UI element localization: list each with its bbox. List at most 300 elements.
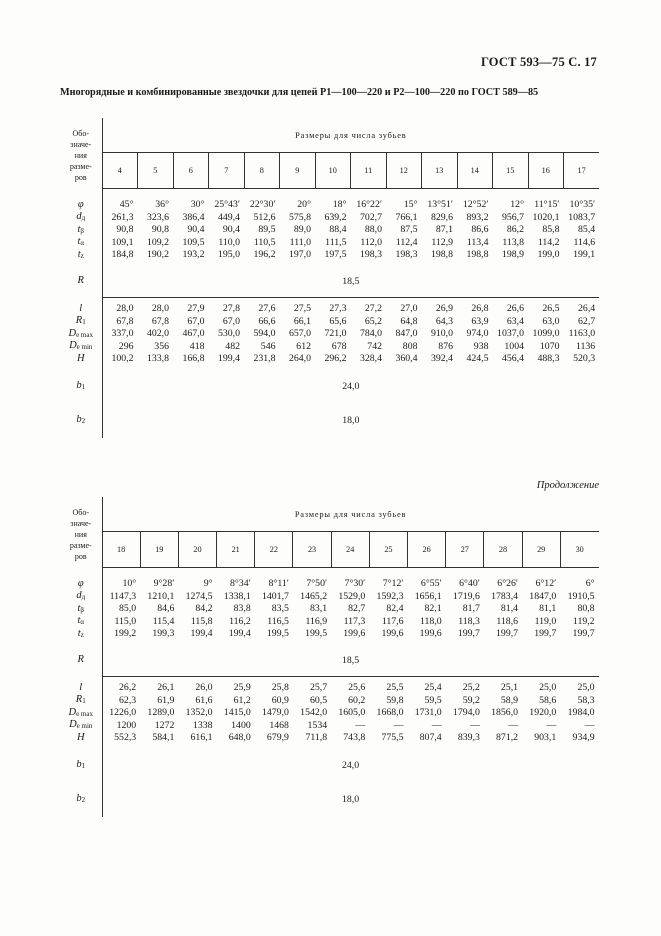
value-H: 552,3: [114, 732, 137, 743]
value-H: 456,4: [501, 353, 524, 364]
value-cell: [138, 298, 174, 370]
value-Demin: 1534: [307, 719, 328, 731]
value-R1: 62,7: [578, 315, 596, 327]
value-Demin: 876: [438, 340, 453, 352]
value-H: 360,4: [395, 353, 418, 364]
teeth-number: 6: [173, 153, 209, 189]
value-d: 575,8: [288, 211, 311, 223]
value-l: 27,2: [364, 303, 382, 314]
value-d: 1529,0: [338, 590, 366, 602]
teeth-number: 16: [528, 153, 564, 189]
value-Demax: 1794,0: [452, 707, 480, 718]
value-d: 1274,5: [185, 590, 213, 602]
row-label-Demax: $D_{e max}$: [68, 706, 93, 718]
value-ta: 116,2: [229, 615, 251, 627]
value-d: 1592,3: [376, 590, 404, 602]
row-label-H: H: [76, 352, 85, 364]
value-H: 711,8: [305, 732, 328, 743]
value-tb: 84,2: [195, 603, 213, 614]
value-d: 1910,5: [567, 590, 595, 602]
value-ta: 118,0: [420, 615, 442, 627]
teeth-number: 27: [446, 532, 484, 568]
value-Demin: 1400: [231, 719, 251, 731]
value-Demax: 1415,0: [223, 707, 251, 718]
value-phi: 9°: [203, 578, 213, 589]
value-d: 766,1: [395, 211, 418, 223]
value-d: 956,7: [501, 211, 524, 223]
header-label-line: разме-: [69, 541, 92, 550]
value-tb: 87,1: [435, 224, 453, 235]
value-R1: 66,6: [258, 315, 276, 327]
value-H: 392,4: [430, 353, 453, 364]
value-ta: 114,6: [573, 236, 596, 248]
sprocket-table-2: [60, 497, 599, 817]
value-d: 512,6: [253, 211, 276, 223]
row-label-tb: $t_\beta$: [77, 223, 84, 235]
value-cell: [244, 298, 280, 370]
value-phi: 7°12′: [382, 578, 404, 589]
value-cell: [102, 677, 140, 749]
teeth-number: 26: [408, 532, 446, 568]
value-cell: [522, 568, 560, 645]
value-R1: 67,0: [222, 315, 240, 327]
value-ta: 117,3: [343, 615, 366, 627]
value-cell: [178, 677, 216, 749]
value-cell: [493, 189, 529, 266]
value-l: 27,5: [293, 303, 311, 314]
value-H: 616,1: [190, 732, 213, 743]
value-tb: 89,0: [293, 224, 311, 235]
value-cell: [209, 189, 245, 266]
value-R1: 61,2: [233, 694, 251, 706]
row-label-cell: [60, 404, 102, 438]
row-label-l: l: [79, 681, 83, 693]
header-label: [60, 118, 102, 189]
value-d: 1147,3: [109, 590, 137, 602]
value-tb: 81,4: [500, 603, 519, 614]
value-H: 839,3: [457, 732, 480, 743]
value-Demin: 296: [118, 340, 134, 352]
teeth-number: 11: [351, 153, 387, 189]
value-b2: 18,0: [342, 415, 360, 426]
value-cell: [102, 298, 138, 370]
row-label-sub-b2: 2: [81, 416, 86, 425]
row-label-sub-ta: α: [80, 239, 85, 247]
value-Demax: 721,0: [324, 328, 347, 339]
row-labels-group: [60, 298, 102, 370]
value-R1: 61,9: [157, 694, 175, 706]
value-H: 584,1: [152, 732, 175, 743]
value-l: 28,0: [151, 303, 169, 314]
value-phi: 8°11′: [268, 578, 289, 589]
value-Demax: 1099,0: [532, 328, 560, 339]
value-tb: 90,8: [116, 224, 134, 235]
value-phi: 18°: [332, 199, 347, 210]
row-label-sub-Demin: e min: [76, 343, 93, 351]
row-label-R: R: [77, 654, 84, 666]
value-H: 133,8: [146, 353, 169, 364]
value-tz: 198,9: [501, 249, 524, 260]
value-Demax: 1856,0: [491, 707, 519, 718]
value-l: 25,8: [271, 682, 289, 693]
value-d: 1465,2: [300, 590, 328, 602]
row-label-b2: $b_2$: [76, 792, 86, 804]
teeth-number: 30: [575, 545, 584, 554]
value-ta: 109,5: [182, 236, 205, 248]
value-R1: 58,9: [500, 694, 519, 706]
header-label-line: значе-: [70, 519, 92, 528]
row-label-Demin: $D_{e min}$: [69, 719, 93, 730]
row-labels-group: [60, 568, 102, 645]
value-cell: [331, 568, 369, 645]
value-cell: [493, 298, 529, 370]
value-l: 25,9: [233, 682, 251, 693]
value-R1: 60,5: [309, 694, 328, 706]
value-phi: 45°: [119, 199, 134, 210]
value-cell: [255, 677, 293, 749]
value-d: 893,2: [466, 211, 489, 223]
value-cell: [369, 677, 407, 749]
value-l: 27,0: [400, 303, 418, 314]
header-label-line: ния: [74, 530, 87, 539]
value-Demin: —: [584, 719, 595, 731]
value-phi: 9°28′: [153, 578, 175, 589]
value-cell: [255, 568, 293, 645]
value-tz: 199,2: [114, 628, 137, 639]
teeth-number: 10: [315, 153, 351, 189]
value-R1: 66,1: [293, 315, 311, 327]
value-Demax: 402,0: [146, 328, 169, 339]
header-label-line: ров: [74, 173, 87, 182]
value-R1: 59,5: [424, 694, 442, 706]
value-l: 26,2: [119, 682, 137, 693]
value-phi: 7°30′: [344, 578, 366, 589]
value-cell: [244, 189, 280, 266]
row-label-cell: [60, 749, 102, 783]
value-R1: 59,2: [462, 694, 480, 706]
value-Demax: 847,0: [395, 328, 418, 339]
row-label-b1: $b_1$: [76, 379, 86, 391]
value-ta: 109,1: [111, 236, 134, 248]
value-R1: 64,8: [400, 315, 418, 327]
value-tz: 197,5: [324, 249, 347, 260]
value-Demin: —: [470, 719, 480, 731]
value-Demax: 1731,0: [414, 707, 442, 718]
row-label-sub-b2: 2: [81, 795, 86, 804]
value-H: 264,0: [288, 353, 311, 364]
row-label-sub-d: д: [81, 593, 86, 601]
value-d: 639,2: [324, 211, 347, 223]
value-l: 26,6: [506, 303, 524, 314]
teeth-number: 7: [209, 153, 245, 189]
value-cell: [386, 298, 422, 370]
value-Demin: 1272: [154, 719, 175, 731]
value-phi: 6°12′: [535, 578, 557, 589]
value-b2: 18,0: [341, 794, 360, 805]
value-R1: 67,8: [151, 315, 169, 327]
row-labels-group: [60, 189, 102, 266]
value-Demin: 418: [189, 340, 205, 352]
value-phi: 11°15′: [534, 199, 560, 210]
value-d: 261,3: [111, 211, 134, 223]
value-Demax: 910,0: [430, 328, 453, 339]
teeth-number: 14: [457, 153, 493, 189]
value-d: 1210,1: [147, 590, 175, 602]
value-R1: 67,0: [187, 315, 205, 327]
value-d: 829,6: [430, 211, 453, 223]
page-header: ГОСТ 593—75 С. 17: [480, 55, 597, 69]
value-l: 25,0: [539, 682, 557, 693]
row-label-sub-tb: β: [80, 226, 84, 235]
row-label-l: l: [79, 302, 83, 314]
value-tz: 199,7: [572, 628, 595, 639]
value-Demin: 1338: [192, 719, 213, 731]
value-d: 1783,4: [491, 590, 519, 602]
value-phi: 6°26′: [497, 578, 519, 589]
value-tb: 86,2: [506, 224, 524, 235]
value-tz: 198,3: [395, 249, 418, 260]
value-l: 25,5: [386, 682, 404, 693]
header-label-line: ния: [74, 151, 87, 160]
value-H: 488,3: [537, 353, 560, 364]
value-l: 25,6: [348, 682, 366, 693]
value-cell: [173, 189, 209, 266]
sprocket-table-1: [60, 118, 599, 438]
value-l: 25,2: [462, 682, 480, 693]
row-label-Demin: $D_{e min}$: [69, 340, 93, 351]
continuation-label: Продолжение: [536, 480, 599, 491]
value-Demin: —: [431, 719, 442, 731]
value-Demax: 1352,0: [185, 707, 213, 718]
value-cell: [178, 568, 216, 645]
value-phi: 15°: [403, 199, 418, 210]
value-cell: [446, 568, 484, 645]
row-label-sub-tb: β: [80, 605, 84, 614]
value-ta: 109,2: [146, 236, 169, 248]
value-Demin: 612: [296, 340, 311, 352]
value-cell: [528, 298, 564, 370]
value-tz: 199,7: [496, 628, 519, 639]
value-Demin: 678: [331, 340, 347, 352]
value-tb: 90,4: [187, 224, 205, 235]
value-cell: [457, 298, 493, 370]
value-R1: 61,6: [195, 694, 213, 706]
teeth-number: 23: [293, 532, 331, 568]
value-Demin: 1070: [539, 340, 560, 352]
value-l: 26,4: [578, 303, 596, 314]
value-tb: 82,4: [386, 603, 404, 614]
value-cell: [280, 298, 316, 370]
value-ta: 112,9: [431, 236, 453, 248]
header-caption: Размеры для числа зубьев: [102, 497, 599, 532]
value-ta: 111,5: [325, 236, 347, 248]
value-l: 26,0: [195, 682, 213, 693]
value-d: 449,4: [217, 211, 240, 223]
value-Demin: 356: [154, 340, 169, 352]
value-R1: 60,2: [348, 694, 366, 706]
value-H: 871,2: [496, 732, 519, 743]
row-label-sub-d: д: [81, 214, 86, 222]
value-l: 28,0: [116, 303, 134, 314]
value-R1: 62,3: [119, 694, 137, 706]
value-tb: 83,8: [233, 603, 251, 614]
value-H: 166,8: [182, 353, 205, 364]
value-phi: 30°: [190, 199, 205, 210]
value-ta: 118,3: [458, 615, 480, 627]
value-phi: 6°40′: [459, 578, 480, 589]
row-label-Demax: $D_{e max}$: [68, 327, 93, 339]
teeth-number: 15: [493, 153, 529, 189]
value-tz: 199,0: [537, 249, 560, 260]
value-Demin: 1004: [504, 340, 524, 352]
value-phi: 36°: [155, 199, 169, 210]
value-Demin: 482: [225, 340, 240, 352]
value-tb: 85,0: [119, 603, 137, 614]
value-phi: 20°: [297, 199, 311, 210]
value-R1: 65,6: [329, 315, 347, 327]
value-cell: [446, 677, 484, 749]
teeth-number: 17: [577, 166, 586, 175]
header-label-line: Обо-: [72, 508, 89, 517]
value-ta: 115,0: [114, 615, 137, 627]
value-l: 27,6: [258, 303, 276, 314]
value-tb: 88,0: [364, 224, 382, 235]
value-Demax: 784,0: [359, 328, 382, 339]
header-label-line: ров: [74, 552, 87, 561]
value-cell: [138, 189, 174, 266]
row-label-tz: $t_z$: [77, 248, 84, 260]
value-ta: 110,0: [218, 236, 240, 248]
value-cell: [422, 298, 458, 370]
value-tb: 84,6: [157, 603, 175, 614]
value-l: 26,1: [157, 682, 175, 693]
value-l: 26,5: [542, 303, 560, 314]
value-Demax: 530,0: [217, 328, 240, 339]
value-Demin: 1136: [575, 340, 596, 352]
value-tb: 88,4: [329, 224, 347, 235]
value-ta: 119,0: [534, 615, 557, 627]
value-ta: 116,9: [305, 615, 328, 627]
row-label-tz: $t_z$: [77, 627, 84, 639]
teeth-number: 18: [102, 532, 140, 568]
row-label-sub-Demax: e max: [76, 330, 93, 339]
header-label-line: значе-: [70, 140, 92, 149]
value-tz: 196,2: [253, 249, 276, 260]
value-H: 328,4: [359, 353, 382, 364]
value-l: 26,9: [435, 303, 453, 314]
value-l: 25,1: [500, 682, 519, 693]
row-label-ta: $t_\alpha$: [77, 615, 85, 626]
value-H: 296,2: [324, 353, 347, 364]
value-Demin: —: [508, 719, 519, 731]
value-R1: 64,3: [435, 315, 453, 327]
value-Demin: —: [355, 719, 366, 731]
value-Demin: 808: [402, 340, 418, 352]
teeth-number: 25: [369, 532, 407, 568]
value-Demax: 1479,0: [261, 707, 289, 718]
value-R1: 63,4: [506, 315, 524, 327]
value-l: 25,0: [577, 682, 595, 693]
value-cell: [457, 189, 493, 266]
value-cell: [331, 677, 369, 749]
value-tb: 90,4: [222, 224, 240, 235]
row-label-d: $d_д$: [76, 211, 86, 222]
value-Demax: 467,0: [182, 328, 205, 339]
header-caption: Размеры для числа зубьев: [102, 118, 599, 153]
value-d: 1083,7: [568, 211, 596, 223]
value-d: 1338,1: [223, 590, 251, 602]
value-l: 25,4: [424, 682, 442, 693]
row-label-sub-ta: α: [80, 618, 85, 626]
value-tb: 80,8: [577, 603, 595, 614]
value-H: 424,5: [466, 353, 489, 364]
value-tz: 198,8: [430, 249, 453, 260]
row-label-R: R: [77, 275, 84, 287]
value-d: 1401,7: [261, 590, 289, 602]
value-tb: 81,7: [462, 603, 480, 614]
row-label-b1: $b_1$: [76, 758, 86, 770]
value-tz: 199,7: [534, 628, 557, 639]
value-d: 1719,6: [452, 590, 480, 602]
value-cell: [140, 677, 178, 749]
value-Demin: 1200: [116, 719, 137, 731]
row-label-cell: [60, 266, 102, 298]
value-phi: 7°50′: [306, 578, 328, 589]
value-Demax: 1542,0: [300, 707, 328, 718]
teeth-number: 28: [484, 532, 522, 568]
value-d: 1656,1: [414, 590, 442, 602]
value-cell: [422, 189, 458, 266]
value-cell: [351, 189, 387, 266]
row-label-sub-b1: 1: [81, 382, 86, 391]
value-H: 520,3: [573, 353, 596, 364]
value-d: 1847,0: [529, 590, 557, 602]
value-cell: [315, 298, 351, 370]
value-Demax: 1920,0: [529, 707, 557, 718]
value-cell: [173, 298, 209, 370]
value-cell: [369, 568, 407, 645]
value-tz: 197,0: [288, 249, 311, 260]
value-R1: 58,3: [577, 694, 595, 706]
header-label-line: разме-: [69, 162, 92, 171]
value-H: 648,0: [228, 732, 251, 743]
value-H: 199,4: [217, 353, 240, 364]
row-label-sub-b1: 1: [81, 761, 86, 770]
value-Demax: 1163,0: [568, 328, 596, 339]
value-b1: 24,0: [342, 381, 360, 392]
value-tz: 184,8: [111, 249, 134, 260]
value-tb: 89,5: [258, 224, 276, 235]
value-phi: 25°43′: [214, 199, 240, 210]
row-label-H: H: [76, 731, 85, 743]
value-Demax: 1984,0: [567, 707, 595, 718]
value-R1: 58,6: [539, 694, 557, 706]
value-l: 27,3: [329, 303, 347, 314]
value-Demin: 546: [260, 340, 276, 352]
row-label-sub-tz: z: [80, 251, 84, 260]
value-tb: 83,1: [309, 603, 328, 614]
value-Demax: 1668,0: [376, 707, 404, 718]
value-cell: [560, 568, 598, 645]
value-Demin: 742: [367, 340, 382, 352]
value-cell: [293, 568, 331, 645]
value-cell: [408, 677, 446, 749]
teeth-number: 29: [522, 532, 560, 568]
value-tz: 199,4: [190, 628, 213, 639]
value-cell: [217, 568, 255, 645]
value-Demax: 657,0: [288, 328, 311, 339]
value-tb: 85,8: [542, 224, 560, 235]
